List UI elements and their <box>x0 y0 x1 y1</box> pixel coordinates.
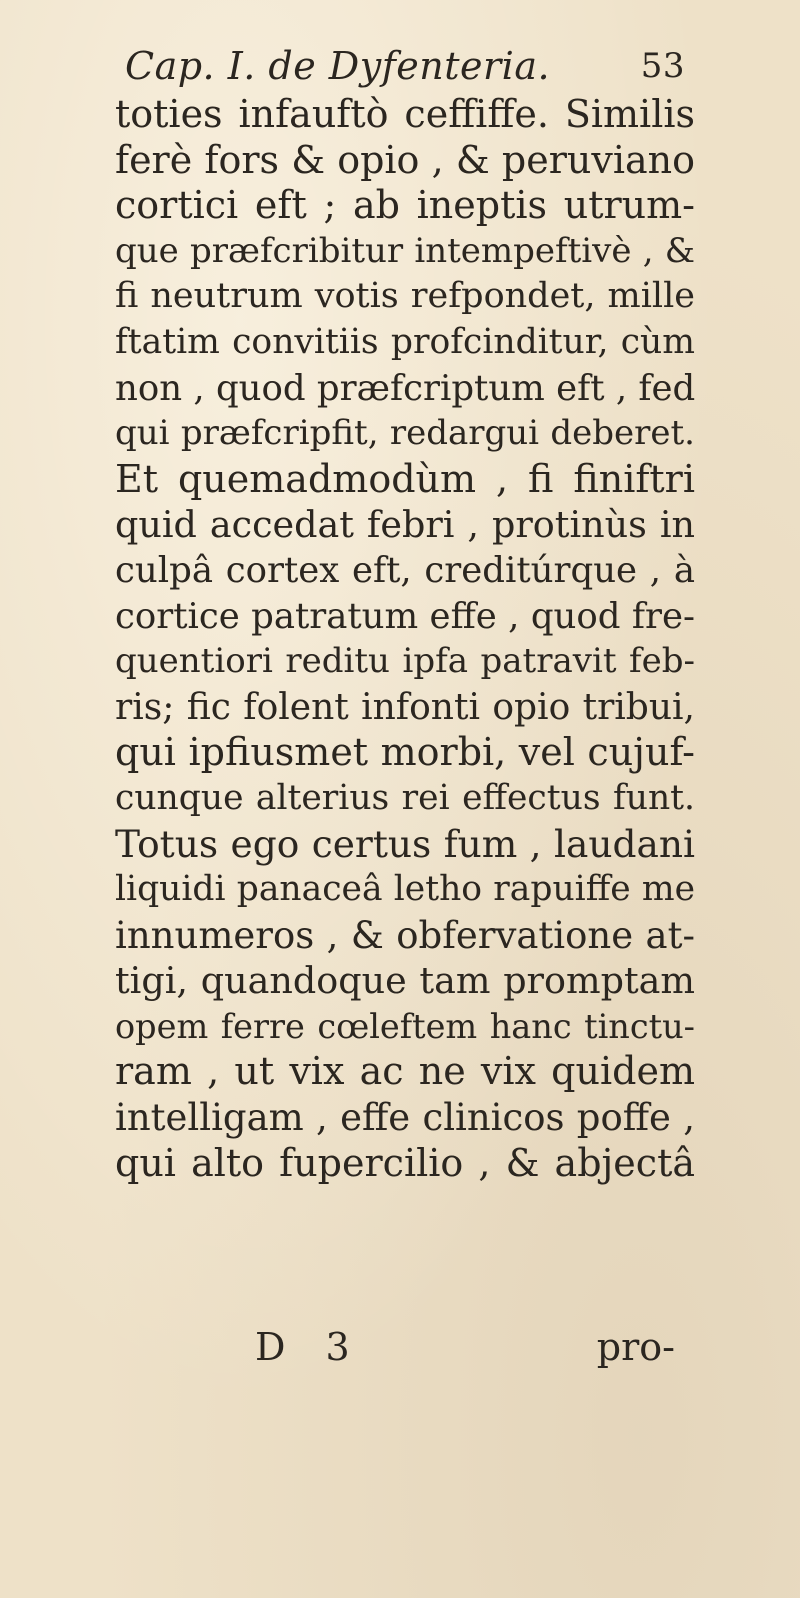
text-line: ftatim convitiis profcinditur, cùm <box>115 321 695 362</box>
text-line: tigi, quandoque tam promptam <box>115 959 695 1003</box>
text-line: culpâ cortex eft, creditúrque , à <box>115 549 695 591</box>
page-number: 53 <box>640 46 685 86</box>
text-line: que præfcribitur intempeftivè , & <box>115 230 695 271</box>
body-text <box>115 92 695 1186</box>
chapter-title: Cap. I. de Dyfenteria. <box>125 44 551 88</box>
text-line: Et quemadmodùm , fi finiftri <box>115 456 695 501</box>
catchword: pro- <box>596 1325 675 1369</box>
signature-mark: D 3 <box>255 1325 364 1369</box>
text-line: ris; fic folent infonti opio tribui, <box>115 686 695 728</box>
text-line: toties infauftò ceffiffe. Similis <box>115 92 695 136</box>
text-line: fi neutrum votis refpondet, mille <box>115 276 695 317</box>
text-line: qui alto fupercilio , & abjectâ <box>115 1140 695 1185</box>
text-line: quid accedat febri , protinùs in <box>115 503 695 547</box>
running-head <box>125 44 685 94</box>
text-line: innumeros , & obfervatione at- <box>115 913 695 957</box>
text-line: cortici eft ; ab ineptis utrum- <box>115 183 695 228</box>
text-line: cortice patratum effe , quod fre- <box>115 595 695 637</box>
text-line: ram , ut vix ac ne vix quidem <box>115 1049 695 1094</box>
text-line: qui præfcripfit, redargui deberet. <box>115 413 695 454</box>
text-line: intelligam , effe clinicos poffe , <box>115 1096 695 1140</box>
text-line: qui ipfiusmet morbi, vel cujuf- <box>115 730 695 775</box>
text-line: opem ferre cœleftem hanc tinctu- <box>115 1006 695 1046</box>
text-line: ferè fors & opio , & peruviano <box>115 137 695 182</box>
text-line: quentiori reditu ipfa patravit feb- <box>115 641 695 682</box>
text-line: liquidi panaceâ letho rapuiffe me <box>115 869 695 910</box>
text-line: cunque alterius rei effectus funt. <box>115 777 695 818</box>
text-line: non , quod præfcriptum eft , fed <box>115 367 696 409</box>
page-footer <box>255 1325 675 1375</box>
text-line: Totus ego certus fum , laudani <box>115 821 695 866</box>
